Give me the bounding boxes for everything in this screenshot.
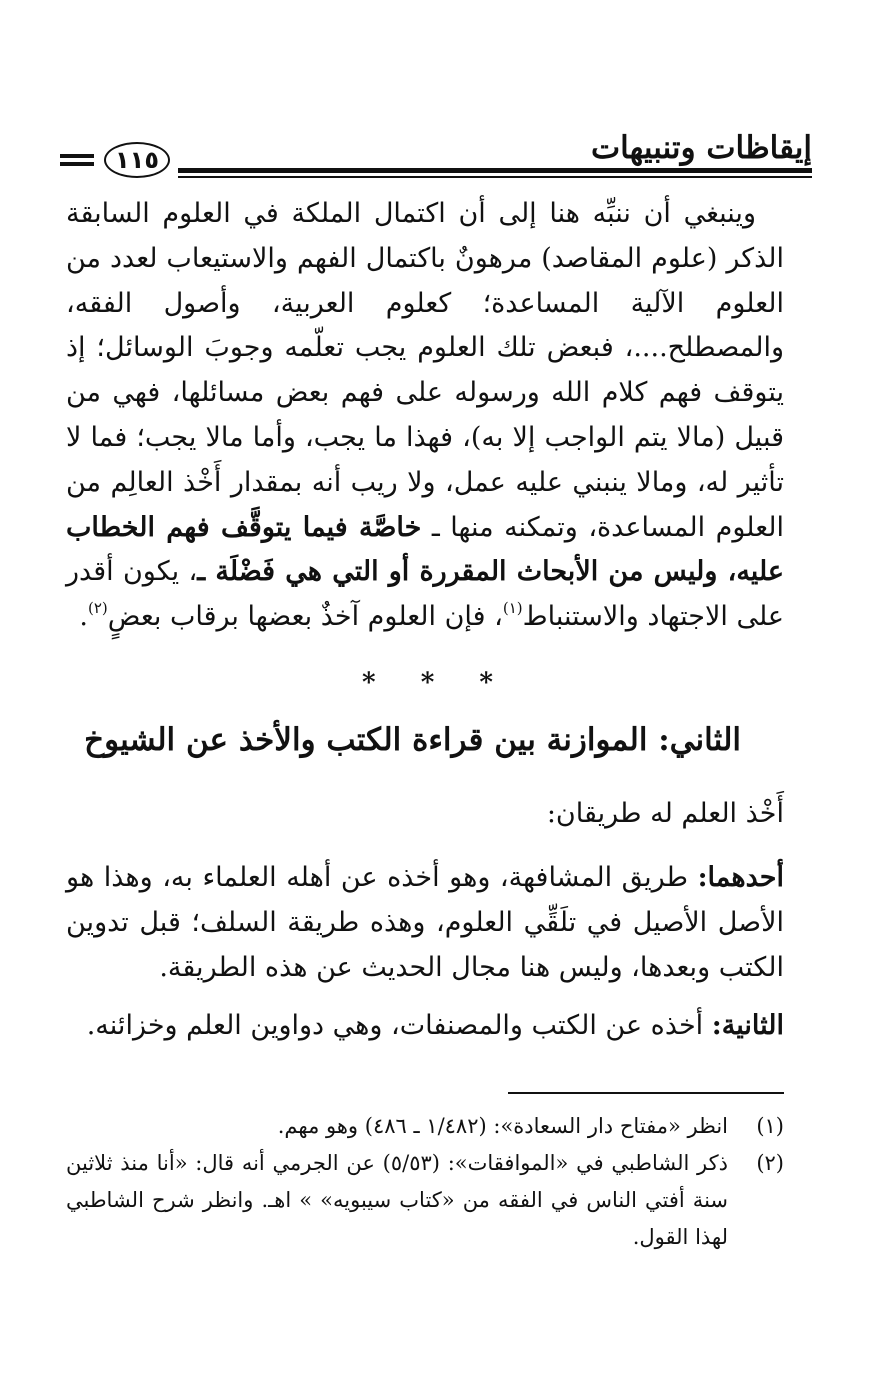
footnotes	[66, 1108, 784, 1256]
running-head	[60, 130, 812, 182]
header-rule-thin	[178, 176, 812, 178]
header-dash	[60, 162, 94, 166]
footnote-text: ذكر الشاطبي في «الموافقات»: (٥/٥٣) عن الجرمي أنه قال: «أنا منذ ثلاثين سنة أفتي الناس في الفقه من «كتاب سيبويه» » اهـ. وانظر شرح الشاطبي لهذا القول.	[66, 1151, 728, 1249]
paragraph-text: ، فإن العلوم آخذٌ بعضها برقاب بعضٍ	[107, 601, 503, 633]
paragraph-text: وينبغي أن ننبِّه هنا إلى أن اكتمال الملكة في العلوم السابقة الذكر (علوم المقاصد) مرهونٌ باكتمال الفهم والاستيعاب لعدد من العلوم الآلية المساعدة؛ كعلوم العربية، وأصول الفقه، والمصطلح....، فبعض تلك العلوم يجب تعلّمه وجوبَ الوسائل؛ إذ يتوقف فهم كلام الله ورسوله على فهم بعض مسائلها، فهي من قبيل (مالا يتم الواجب إلا به)، فهذا ما يجب، وأما مالا يجب؛ فما لا تأثير له، ومالا ينبني عليه عمل، ولا ريب أنه بمقدار أَخْذ العالِم من العلوم المساعدة، وتمكنه منها ـ	[66, 198, 785, 543]
way-one-label: أحدهما:	[697, 862, 784, 893]
way-two-label: الثانية:	[711, 1010, 784, 1041]
footnote-item	[66, 1145, 784, 1256]
footnote-divider	[508, 1092, 784, 1094]
bold-clause: خاصَّة فيما يتوقَّف فهم الخطاب عليه، وليس من الأبحاث المقررة أو التي هي فَضْلَة ـ	[66, 511, 784, 588]
footnote-number: (١)	[756, 1114, 784, 1138]
section-separator: * * *	[362, 668, 511, 698]
running-head-title: إيقاظات وتنبيهات	[590, 130, 812, 166]
footnote-number: (٢)	[756, 1151, 784, 1175]
paragraph-way-one	[66, 856, 784, 990]
page-number: ١١٥	[104, 142, 170, 178]
header-dash	[60, 154, 94, 158]
header-rule-thick	[178, 168, 812, 173]
footnote-reference: (٢)	[87, 599, 108, 618]
paragraph-way-two	[84, 1004, 784, 1049]
footnote-text: انظر «مفتاح دار السعادة»: (١/٤٨٢ ـ ٤٨٦) وهو مهم.	[277, 1114, 728, 1138]
section-heading: الثاني: الموازنة بين قراءة الكتب والأخذ عن الشيوخ	[84, 722, 741, 758]
paragraph-text: .	[79, 601, 88, 633]
way-one-text: طريق المشافهة، وهو أخذه عن أهله العلماء به، وهذا هو الأصل الأصيل في تلَقِّي العلوم، وهذه طريقة السلف؛ قبل تدوين الكتب وبعدها، وليس هنا مجال الحديث عن هذه الطريقة.	[66, 862, 784, 983]
way-two-text: أخذه عن الكتب والمصنفات، وهي دواوين العلم وخزائنه.	[86, 1010, 712, 1041]
footnote-reference: (١)	[502, 599, 523, 618]
paragraph-text: ، يكون أقدر على الاجتهاد والاستنباط	[66, 556, 784, 633]
intro-line: أَخْذ العلم له طريقان:	[546, 798, 784, 829]
footnote-item	[66, 1108, 784, 1145]
paragraph-auxiliary-sciences	[66, 192, 784, 640]
